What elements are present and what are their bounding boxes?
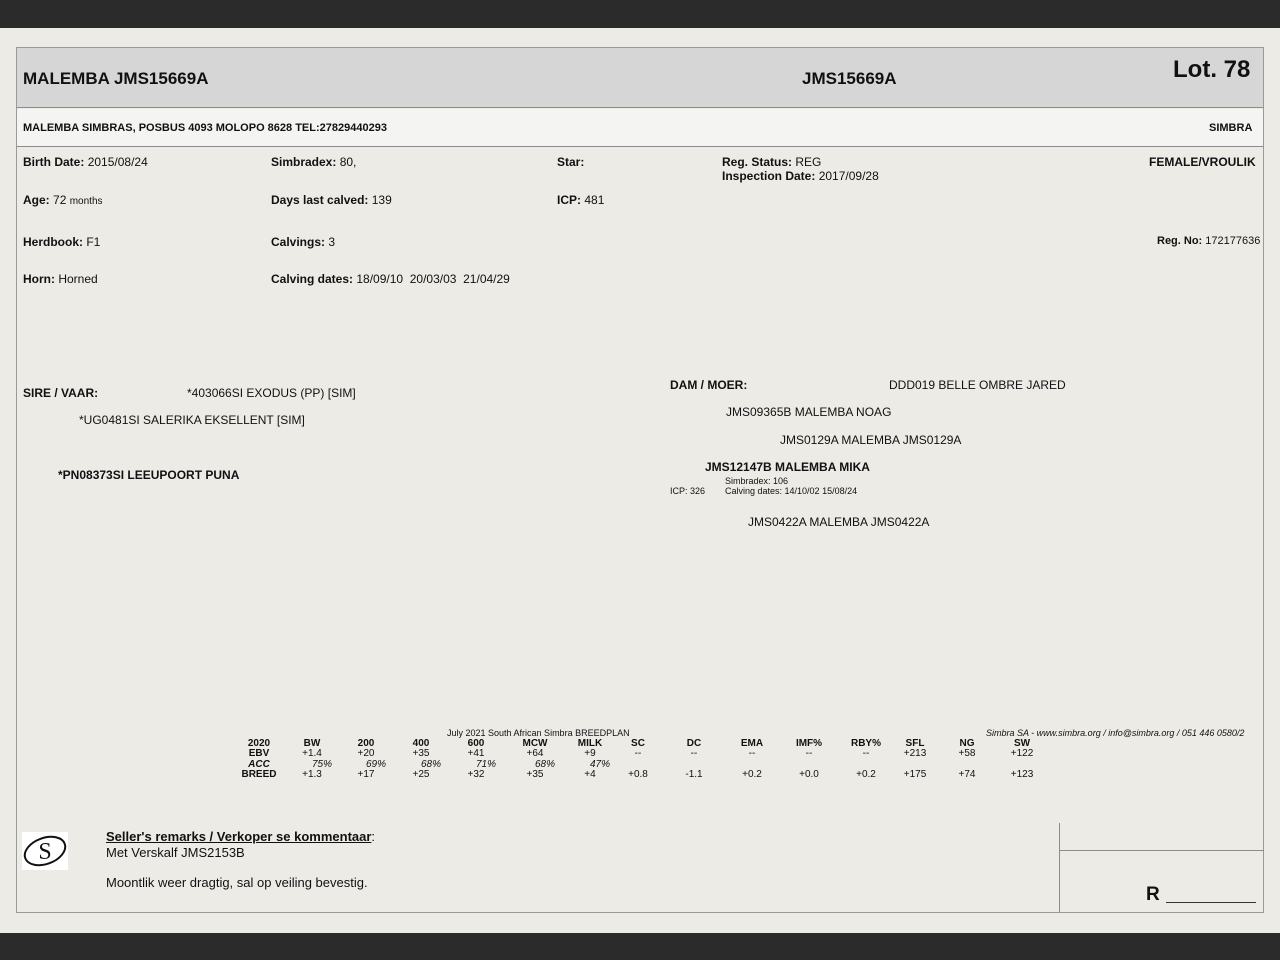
remarks-colon: : <box>371 829 376 844</box>
days-calved-label: Days last calved: <box>271 193 369 207</box>
ebv-value-cell: +213 <box>903 748 927 759</box>
birth-date-value: 2015/08/24 <box>87 155 148 169</box>
ebv-breed-cell: +0.2 <box>742 769 762 780</box>
birth-date-label: Birth Date: <box>23 155 85 169</box>
ebv-acc-cell: 69% <box>365 759 387 770</box>
remarks-heading <box>106 829 375 844</box>
owner-info: MALEMBA SIMBRAS, POSBUS 4093 MOLOPO 8628 TEL:27829440293 <box>23 122 387 134</box>
ebv-header-cell: IMF% <box>795 738 823 749</box>
birth-date-field <box>23 155 148 169</box>
ebv-breed-cell: +74 <box>958 769 976 780</box>
ebv-header-cell: SFL <box>905 738 925 749</box>
dam-name: JMS12147B MALEMBA MIKA <box>705 460 870 474</box>
dam-calving-dates: Calving dates: 14/10/02 15/08/24 <box>725 486 858 496</box>
ebv-acc-cell: 71% <box>475 759 497 770</box>
ebv-header-cell: MILK <box>577 738 603 749</box>
svg-text:S: S <box>38 839 52 865</box>
ebv-breed-cell: +17 <box>357 769 375 780</box>
ebv-value-cell: -- <box>634 748 642 759</box>
calvings-field <box>271 235 335 249</box>
ebv-value-cell: +20 <box>357 748 375 759</box>
star-label: Star: <box>557 155 585 169</box>
dam-simbradex: Simbradex: 106 <box>725 476 789 486</box>
ebv-row-label: EBV <box>248 748 270 759</box>
reg-no-label: Reg. No: <box>1157 235 1203 247</box>
ebv-row-label: ACC <box>248 759 270 770</box>
ebv-value-cell: -- <box>862 748 870 759</box>
dam-sire-sire-name: DDD019 BELLE OMBRE JARED <box>889 378 1066 392</box>
horn-value: Horned <box>58 272 98 286</box>
ebv-breed-cell: +175 <box>903 769 927 780</box>
animal-id: JMS15669A <box>802 69 897 88</box>
ebv-breed-cell: +4 <box>584 769 596 780</box>
days-calved-value: 139 <box>371 193 392 207</box>
price-divider <box>1060 850 1264 851</box>
reg-status-label: Reg. Status: <box>722 155 793 169</box>
ebv-breed-cell: +0.2 <box>856 769 876 780</box>
simbradex-value: 80, <box>339 155 357 169</box>
dam-sire-name: JMS09365B MALEMBA NOAG <box>726 405 892 419</box>
ebv-header-cell: SC <box>631 738 645 749</box>
ebv-breed-cell: +25 <box>412 769 430 780</box>
reg-status-field <box>722 155 821 169</box>
dam-dam-name: JMS0422A MALEMBA JMS0422A <box>748 515 930 529</box>
breed-label: SIMBRA <box>1209 122 1253 134</box>
icp-value: 481 <box>584 193 605 207</box>
price-label: R <box>1146 884 1160 905</box>
ebv-breed-cell: +0.0 <box>799 769 819 780</box>
ebv-header-cell: BW <box>303 738 321 749</box>
remarks-line-1: Met Verskalf JMS2153B <box>106 845 245 860</box>
ebv-acc-cell: 68% <box>534 759 556 770</box>
ebv-value-cell: -- <box>690 748 698 759</box>
icp-field <box>557 193 604 207</box>
age-field <box>23 193 103 207</box>
ebv-breed-cell: +1.3 <box>302 769 322 780</box>
calving-dates-value: 18/09/10 20/03/03 21/04/29 <box>356 272 510 286</box>
ebv-source: Simbra SA - www.simbra.org / info@simbra.org / 051 446 0580/2 <box>986 728 1245 738</box>
calving-dates-field <box>271 272 510 286</box>
remarks-heading-text: Seller's remarks / Verkoper se kommentaar <box>106 829 372 844</box>
price-input-line[interactable] <box>1166 902 1256 903</box>
ebv-acc-cell: 75% <box>311 759 333 770</box>
lot-number: Lot. 78 <box>1173 56 1251 83</box>
ebv-value-cell: -- <box>748 748 756 759</box>
ebv-header-cell: EMA <box>740 738 764 749</box>
ebv-caption: July 2021 South African Simbra BREEDPLAN <box>447 728 630 738</box>
sire-name: *403066SI EXODUS (PP) [SIM] <box>187 386 356 400</box>
ebv-header-cell: NG <box>959 738 975 749</box>
sire-sire-name: *UG0481SI SALERIKA EKSELLENT [SIM] <box>79 413 305 427</box>
remarks-line-2: Moontlik weer dragtig, sal op veiling bevestig. <box>106 875 368 890</box>
ebv-header-cell: SW <box>1013 738 1031 749</box>
days-calved-field <box>271 193 392 207</box>
inspection-value: 2017/09/28 <box>818 169 879 183</box>
ebv-value-cell: -- <box>805 748 813 759</box>
ebv-acc-cell: 47% <box>589 759 611 770</box>
ebv-breed-cell: +32 <box>467 769 485 780</box>
calvings-label: Calvings: <box>271 235 326 249</box>
ebv-value-cell: +122 <box>1010 748 1034 759</box>
ebv-acc-cell: 68% <box>420 759 442 770</box>
dam-label: DAM / MOER: <box>670 378 748 392</box>
ebv-header-cell: 200 <box>357 738 375 749</box>
age-unit: months <box>69 196 103 207</box>
herdbook-field <box>23 235 100 249</box>
reg-no-value: 172177636 <box>1205 235 1261 247</box>
inspection-date-field <box>722 169 879 183</box>
ebv-header-cell: DC <box>686 738 702 749</box>
calving-dates-label: Calving dates: <box>271 272 354 286</box>
calvings-value: 3 <box>328 235 336 249</box>
ebv-header-cell: 400 <box>412 738 430 749</box>
ebv-value-cell: +9 <box>584 748 596 759</box>
ebv-value-cell: +58 <box>958 748 976 759</box>
sire-label: SIRE / VAAR: <box>23 386 99 400</box>
sire-dam-name: *PN08373SI LEEUPOORT PUNA <box>58 468 240 482</box>
horn-field <box>23 272 98 286</box>
age-value: 72 <box>53 193 67 207</box>
dam-icp: ICP: 326 <box>670 486 706 496</box>
ebv-header-cell: MCW <box>522 738 548 749</box>
reg-no-field <box>1157 235 1260 247</box>
ebv-breed-cell: -1.1 <box>685 769 703 780</box>
simbra-logo-icon <box>22 832 68 870</box>
ebv-header-cell: RBY% <box>850 738 882 749</box>
simbra-logo <box>22 832 68 870</box>
animal-title: MALEMBA JMS15669A <box>23 69 209 88</box>
ebv-value-cell: +1.4 <box>302 748 322 759</box>
horn-label: Horn: <box>23 272 55 286</box>
sex-label: FEMALE/VROULIK <box>1149 155 1256 169</box>
herdbook-value: F1 <box>86 235 101 249</box>
dam-sire-dam-name: JMS0129A MALEMBA JMS0129A <box>780 433 962 447</box>
reg-status-value: REG <box>795 155 822 169</box>
simbradex-field <box>271 155 356 169</box>
ebv-breed-cell: +35 <box>526 769 544 780</box>
inspection-label: Inspection Date: <box>722 169 816 183</box>
ebv-row-label: BREED <box>241 769 277 780</box>
age-label: Age: <box>23 193 50 207</box>
ebv-value-cell: +41 <box>467 748 485 759</box>
ebv-value-cell: +35 <box>412 748 430 759</box>
ebv-breed-cell: +0.8 <box>628 769 648 780</box>
icp-label: ICP: <box>557 193 581 207</box>
herdbook-label: Herdbook: <box>23 235 83 249</box>
ebv-row-label: 2020 <box>247 738 271 749</box>
ebv-header-cell: 600 <box>467 738 485 749</box>
simbradex-label: Simbradex: <box>271 155 337 169</box>
ebv-breed-cell: +123 <box>1010 769 1034 780</box>
ebv-value-cell: +64 <box>526 748 544 759</box>
